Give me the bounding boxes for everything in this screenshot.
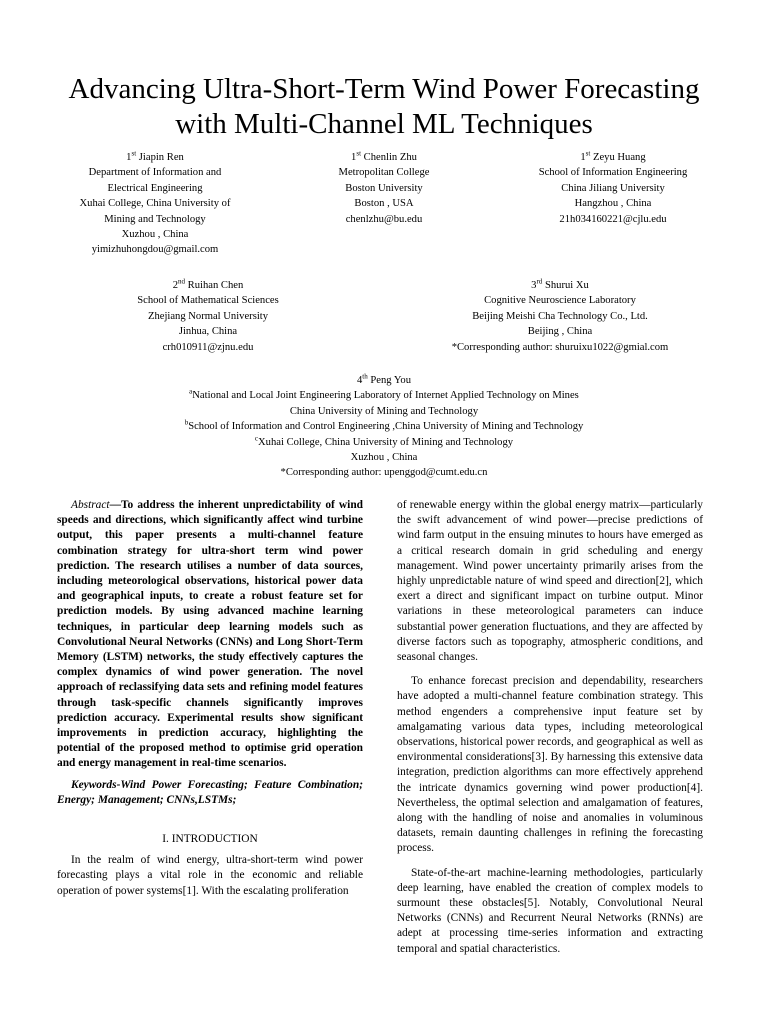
author-block — [62, 150, 248, 258]
author-order: 1 — [351, 152, 357, 163]
author-affiliation-line: School of Information and Control Engineering ,China University of Mining and Technology — [188, 421, 584, 433]
author-name: Shurui Xu — [544, 280, 589, 291]
author-order: 3 — [531, 280, 537, 291]
author-name: Jiapin Ren — [138, 152, 184, 163]
author-order: 1 — [580, 152, 586, 163]
author-block — [134, 373, 634, 481]
intro-paragraph: In the realm of wind energy, ultra-short-term wind power forecasting plays a vital role in the economic and reliable operation of power systems[1]. With the escalating proliferation — [57, 854, 363, 897]
author-email: chenlzhu@bu.edu — [345, 213, 423, 225]
author-name: Chenlin Zhu — [363, 152, 417, 163]
title-line-2: with Multi-Channel ML Techniques — [175, 108, 593, 140]
author-order-suffix: st — [356, 149, 362, 158]
author-order-suffix: st — [131, 149, 137, 158]
keywords: Keywords-Wind Power Forecasting; Feature Combination; Energy; Management; CNNs,LSTMs; — [57, 778, 363, 806]
body-paragraph: To enhance forecast precision and dependability, researchers have adopted a multi-channel feature combination strategy. This method engenders a comprehensive input feature set by amalgamating various data types, including meteorological observations, historical power records, and geographical as well as environmental considerations[3]. By harnessing this extensive data integration, prediction algorithms can more effectively apprehend the intricate dynamics governing wind power production[4]. Nevertheless, the optimal selection and amalgamation of features, along with the handling of noise and anomalies in voluminous datasets, remain daunting challenges in refining the forecasting process. — [397, 675, 703, 855]
author-affiliation-line: Metropolitan College — [338, 167, 430, 179]
title-line-1: Advancing Ultra-Short-Term Wind Power Forecasting — [68, 73, 700, 105]
author-order-suffix: rd — [536, 277, 543, 286]
author-email: 21h034160221@cjlu.edu — [559, 213, 667, 225]
affiliation-marker: a — [189, 387, 193, 396]
author-block — [300, 150, 468, 227]
author-affiliation-line: China Jiliang University — [561, 182, 665, 194]
author-location: Xuzhou , China — [350, 452, 418, 464]
author-location: Boston , USA — [354, 198, 414, 210]
abstract — [57, 498, 363, 772]
author-affiliation-line: Beijing Meishi Cha Technology Co., Ltd. — [472, 310, 648, 322]
author-email: yimizhuhongdou@gmail.com — [91, 244, 219, 256]
corresponding-author: *Corresponding author: shuruixu1022@gmial.com — [451, 341, 669, 353]
affiliation-marker: b — [184, 418, 189, 427]
abstract-label: Abstract — [71, 499, 110, 511]
author-order-suffix: th — [362, 372, 368, 381]
author-affiliation-line: Electrical Engineering — [107, 182, 203, 194]
abstract-text: —To address the inherent unpredictability of wind speeds and directions, which significantly affect wind turbine output, this paper presents a multi-channel feature combination strategy for ultra-short term wind power prediction. The research utilises a number of data sources, including meteorological observations, historical power data and geographical inputs, to create a robust feature set for prediction models. By using advanced machine learning techniques, in particular deep learning models such as Convolutional Neural Networks (CNNs) and Long Short-Term Memory (LSTM) networks, the study effectively captures the complex dynamics of wind power generation. The novel approach of reclassifying data sets and refining model features through task-specific channels significantly improves prediction accuracy. Experimental results show significant improvements in prediction accuracy, highlighting the potential of the proposed method to optimise grid operation and energy management in real-time scenarios. — [57, 499, 363, 770]
right-column — [397, 498, 703, 957]
corresponding-author: *Corresponding author: upenggod@cumt.edu.cn — [280, 467, 488, 479]
author-block — [432, 278, 688, 355]
section-heading: I. INTRODUCTION — [162, 833, 258, 846]
author-affiliation-line: Mining and Technology — [104, 213, 206, 225]
body-paragraph: of renewable energy within the global energy matrix—particularly the swift advancement of wind power—precise predictions of wind farm output in the ensuing minutes to hours have emerged as a critical research domain in grid scheduling and energy management. Wind power uncertainty primarily arises from the highly unpredictable nature of wind speed and direction[2], which exert a direct and significant impact on turbine output. Minor variations in these meteorological parameters can induce substantial power generation fluctuations, and they are affected by diverse factors such as topography, atmospheric conditions, and seasonal changes. — [397, 499, 703, 664]
author-order: 1 — [126, 152, 132, 163]
paper-title — [40, 72, 728, 142]
author-name: Peng You — [370, 375, 412, 386]
author-email: crh010911@zjnu.edu — [162, 341, 254, 353]
author-affiliation-line: China University of Mining and Technology — [289, 405, 479, 417]
author-location: Jinhua, China — [178, 326, 238, 338]
body-paragraph: State-of-the-art machine-learning methodologies, particularly deep learning, have enabled the creation of complex models to surmount these obstacles[5]. Notably, Convolutional Neural Networks (CNNs) and Recurrent Neural Networks (RNNs) are adept at processing time-series information and extracting temporal and spatial characteristics. — [397, 866, 703, 955]
affiliation-marker: c — [254, 434, 259, 443]
author-order: 4 — [356, 375, 363, 386]
author-affiliation-line: National and Local Joint Engineering Laboratory of Internet Applied Technology on Mines — [192, 390, 579, 402]
author-affiliation-line: Xuhai College, China University of — [79, 198, 231, 210]
author-order-suffix: st — [585, 149, 591, 158]
left-column — [57, 498, 363, 899]
author-affiliation-line: Cognitive Neuroscience Laboratory — [484, 295, 636, 307]
author-affiliation-line: Xuhai College, China University of Mining and Technology — [258, 436, 514, 448]
author-affiliation-line: School of Mathematical Sciences — [137, 295, 279, 307]
author-affiliation-line: Boston University — [345, 182, 423, 194]
author-affiliation-line: Department of Information and — [88, 167, 222, 179]
author-location: Hangzhou , China — [574, 198, 652, 210]
author-block — [118, 278, 298, 355]
author-name: Ruihan Chen — [187, 280, 244, 291]
author-name: Zeyu Huang — [592, 152, 646, 163]
author-order: 2 — [172, 280, 178, 291]
author-order-suffix: nd — [178, 277, 185, 286]
author-block — [520, 150, 706, 227]
author-affiliation-line: Zhejiang Normal University — [147, 310, 269, 322]
author-location: Xuzhou , China — [121, 229, 189, 241]
author-location: Beijing , China — [527, 326, 593, 338]
author-affiliation-line: School of Information Engineering — [538, 167, 688, 179]
